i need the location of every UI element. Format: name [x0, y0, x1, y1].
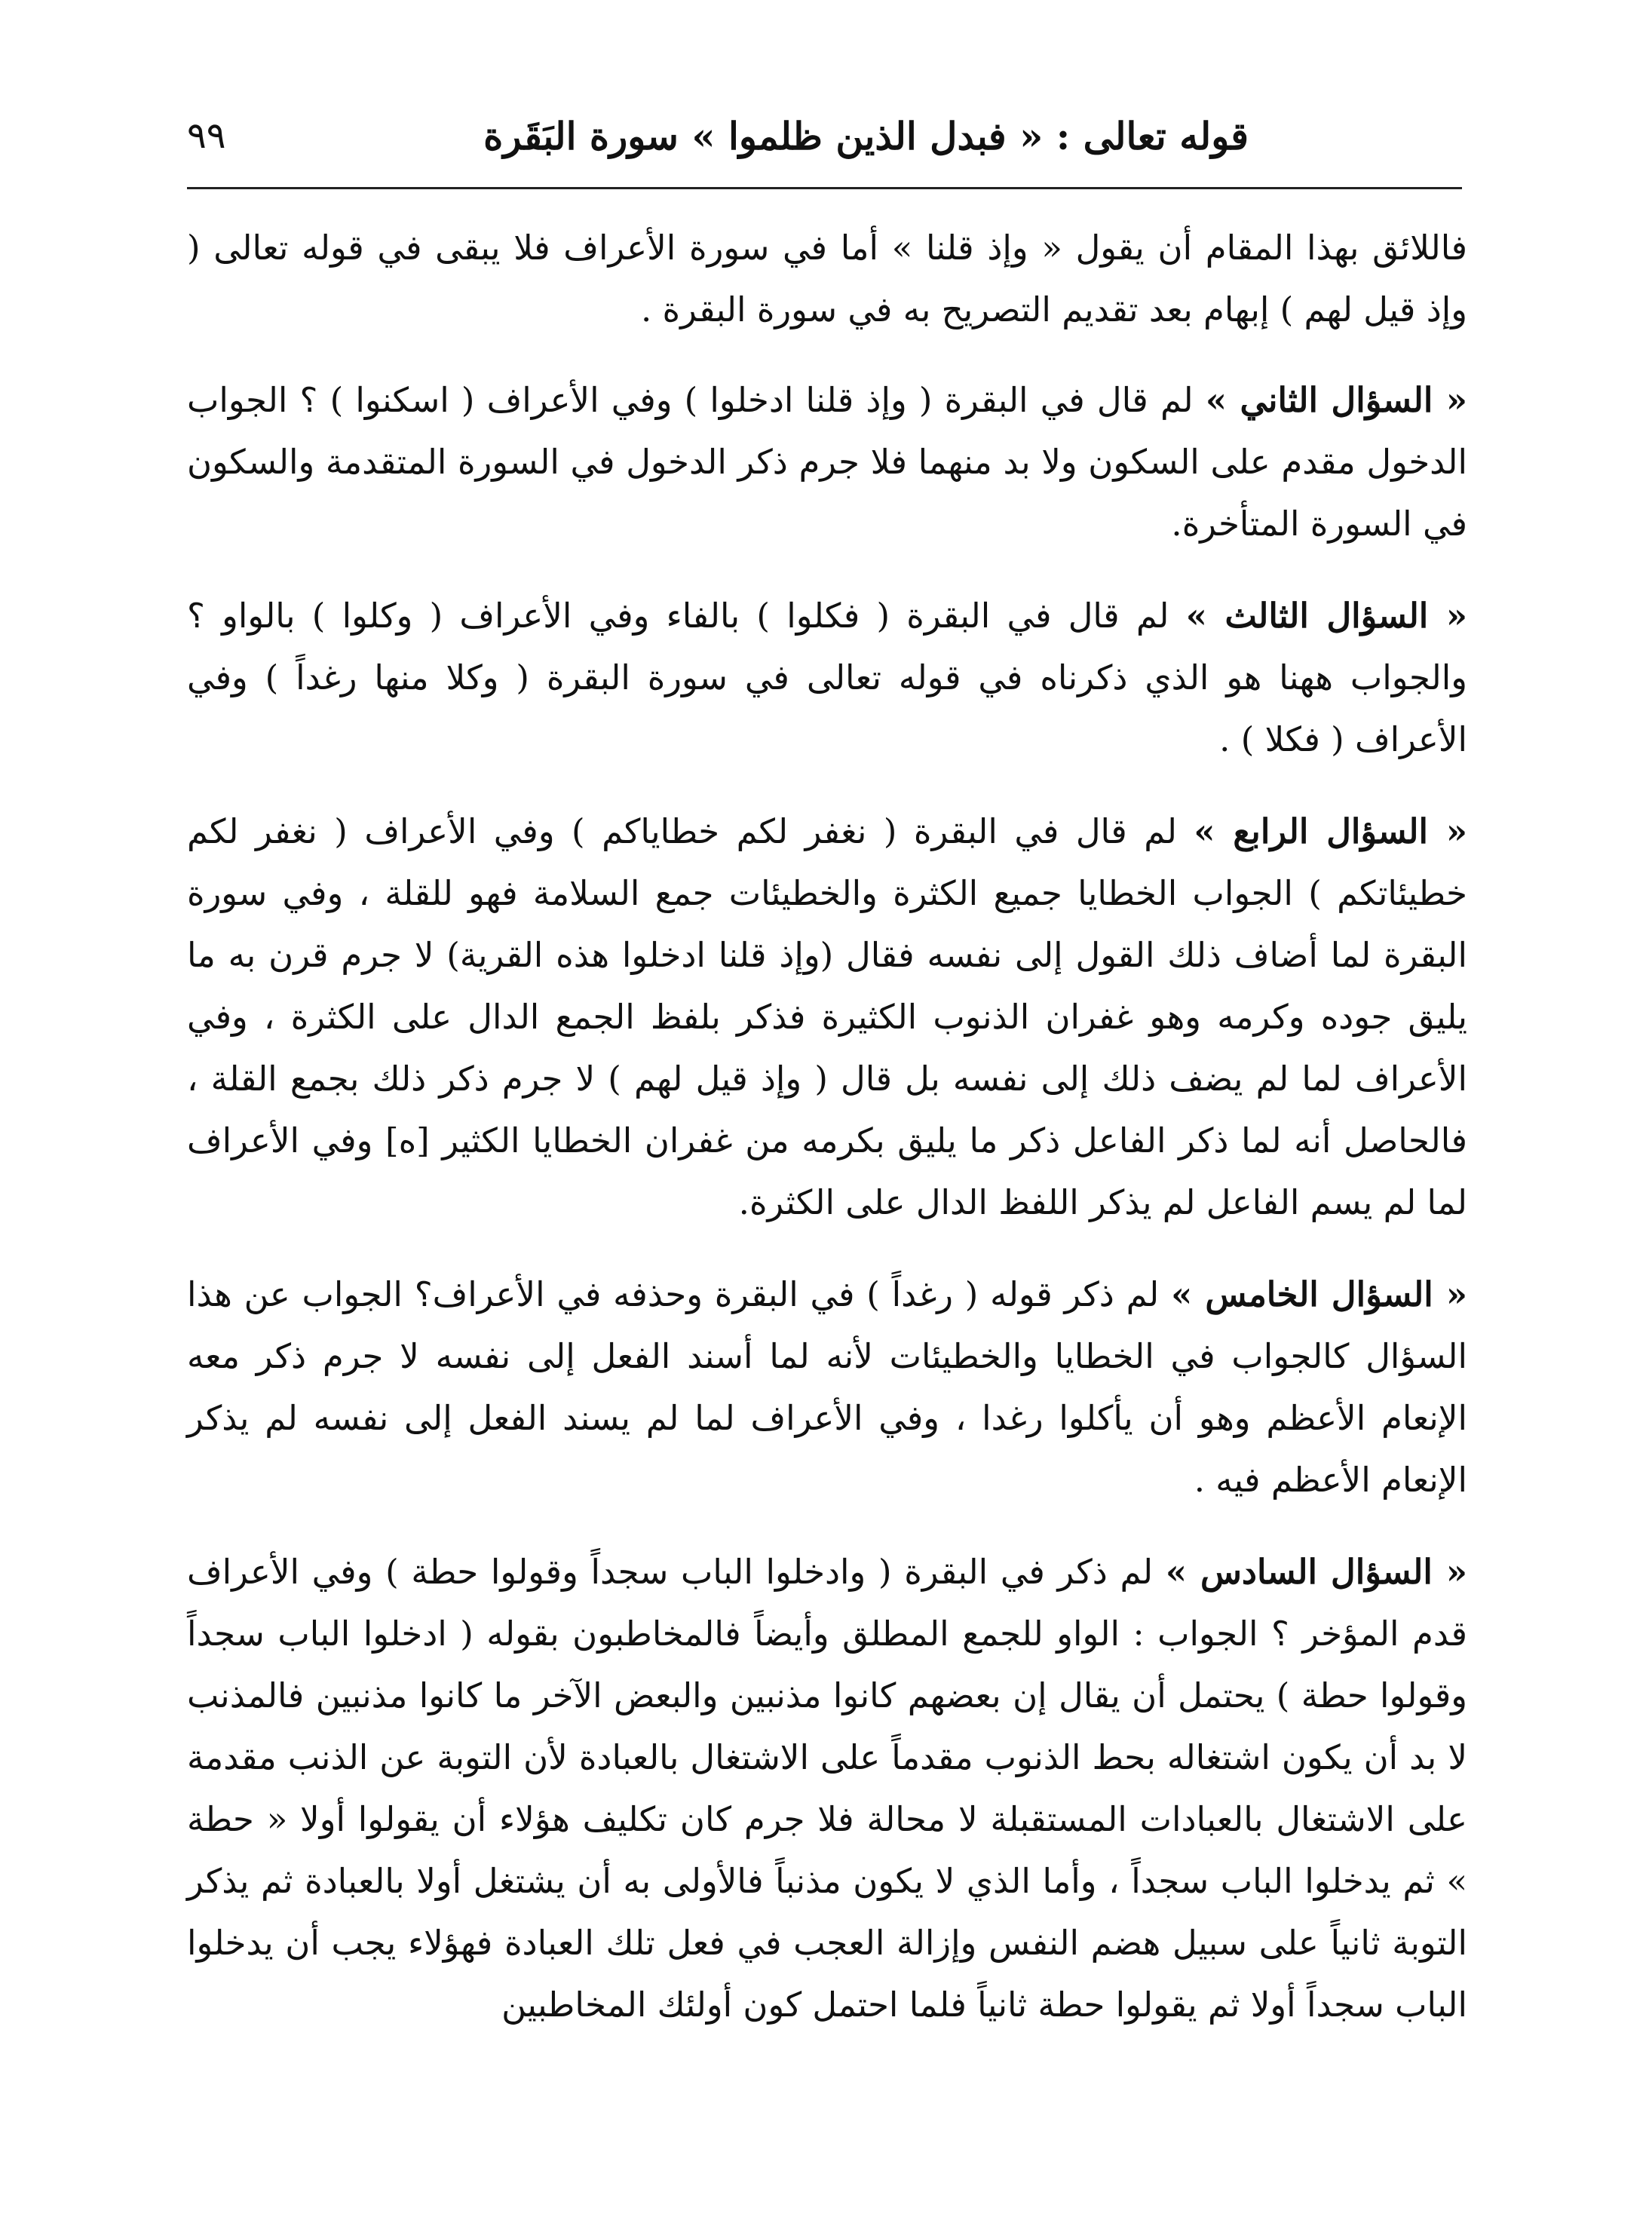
running-header	[187, 106, 1467, 166]
paragraph-text: لم ذكر قوله ( رغداً ) في البقرة وحذفه في الأعراف؟ الجواب عن هذا السؤال كالجواب في الخطايا والخطيئات لأنه لما أسند الفعل إلى نفسه لا جرم ذكر معه الإنعام الأعظم وهو أن يأكلوا رغدا ، وفي الأعراف لما لم يسند الفعل إلى نفسه لم يذكر الإنعام الأعظم فيه .	[187, 1274, 1467, 1500]
paragraph-text: فاللائق بهذا المقام أن يقول « وإذ قلنا » أما في سورة الأعراف فلا يبقى في قوله تعالى ( وإذ قيل لهم ) إبهام بعد تقديم التصريح به في سورة البقرة .	[187, 228, 1467, 330]
paragraph-1	[187, 217, 1467, 341]
paragraph-2	[187, 369, 1467, 555]
paragraph-text: لم قال في البقرة ( نغفر لكم خطاياكم ) وفي الأعراف ( نغفر لكم خطيئاتكم ) الجواب الخطايا جميع الكثرة والخطيئات جمع السلامة فهو للقلة ، وفي سورة البقرة لما أضاف ذلك القول إلى نفسه فقال (وإذ قلنا ادخلوا هذه القرية) لا جرم قرن به ما يليق جوده وكرمه وهو غفران الذنوب الكثيرة فذكر بلفظ الجمع الدال على الكثرة ، وفي الأعراف لما لم يضف ذلك إلى نفسه بل قال ( وإذ قيل لهم ) لا جرم ذكر ذلك بجمع القلة ، فالحاصل أنه لما ذكر الفاعل ذكر ما يليق بكرمه من غفران الخطايا الكثير [ه] وفي الأعراف لما لم يسم الفاعل لم يذكر اللفظ الدال على الكثرة.	[187, 811, 1467, 1222]
header-title: قوله تعالى : « فبدل الذين ظلموا » سورة البَقَرة	[483, 113, 1249, 158]
paragraph-text: لم قال في البقرة ( وإذ قلنا ادخلوا ) وفي الأعراف ( اسكنوا ) ؟ الجواب الدخول مقدم على السكون ولا بد منهما فلا جرم ذكر الدخول في السورة المتقدمة والسكون في السورة المتأخرة.	[187, 380, 1467, 544]
paragraph-3	[187, 585, 1467, 771]
paragraph-text: لم ذكر في البقرة ( وادخلوا الباب سجداً وقولوا حطة ) وفي الأعراف قدم المؤخر ؟ الجواب : الواو للجمع المطلق وأيضاً فالمخاطبون بقوله ( ادخلوا الباب سجداً وقولوا حطة ) يحتمل أن يقال إن بعضهم كانوا مذنبين والبعض الآخر ما كانوا مذنبين فالمذنب لا بد أن يكون اشتغاله بحط الذنوب مقدماً على الاشتغال بالعبادة لأن التوبة عن الذنب مقدمة على الاشتغال بالعبادات المستقبلة لا محالة فلا جرم كان تكليف هؤلاء أن يقولوا أولا « حطة » ثم يدخلوا الباب سجداً ، وأما الذي لا يكون مذنباً فالأولى به أن يشتغل أولا بالعبادة ثم يذكر التوبة ثانياً على سبيل هضم النفس وإزالة العجب في فعل تلك العبادة فهؤلاء يجب أن يدخلوا الباب سجداً أولا ثم يقولوا حطة ثانياً فلما احتمل كون أولئك المخاطبين	[187, 1552, 1467, 2025]
page-body	[187, 217, 1467, 2066]
question-heading: « السؤال الثالث »	[1185, 596, 1468, 636]
question-heading: « السؤال السادس »	[1165, 1552, 1468, 1592]
page-number: ٩٩	[187, 115, 226, 157]
paragraph-5	[187, 1264, 1467, 1511]
header-rule	[187, 187, 1462, 189]
paragraph-4	[187, 801, 1467, 1234]
paragraph-text: لم قال في البقرة ( فكلوا ) بالفاء وفي الأعراف ( وكلوا ) بالواو ؟ والجواب ههنا هو الذي ذكرناه في قوله تعالى في سورة البقرة ( وكلا منها رغداً ) وفي الأعراف ( فكلا ) .	[187, 596, 1467, 759]
question-heading: « السؤال الرابع »	[1194, 811, 1467, 851]
question-heading: « السؤال الخامس »	[1171, 1274, 1468, 1314]
paragraph-6	[187, 1541, 1467, 2036]
question-heading: « السؤال الثاني »	[1205, 380, 1467, 420]
